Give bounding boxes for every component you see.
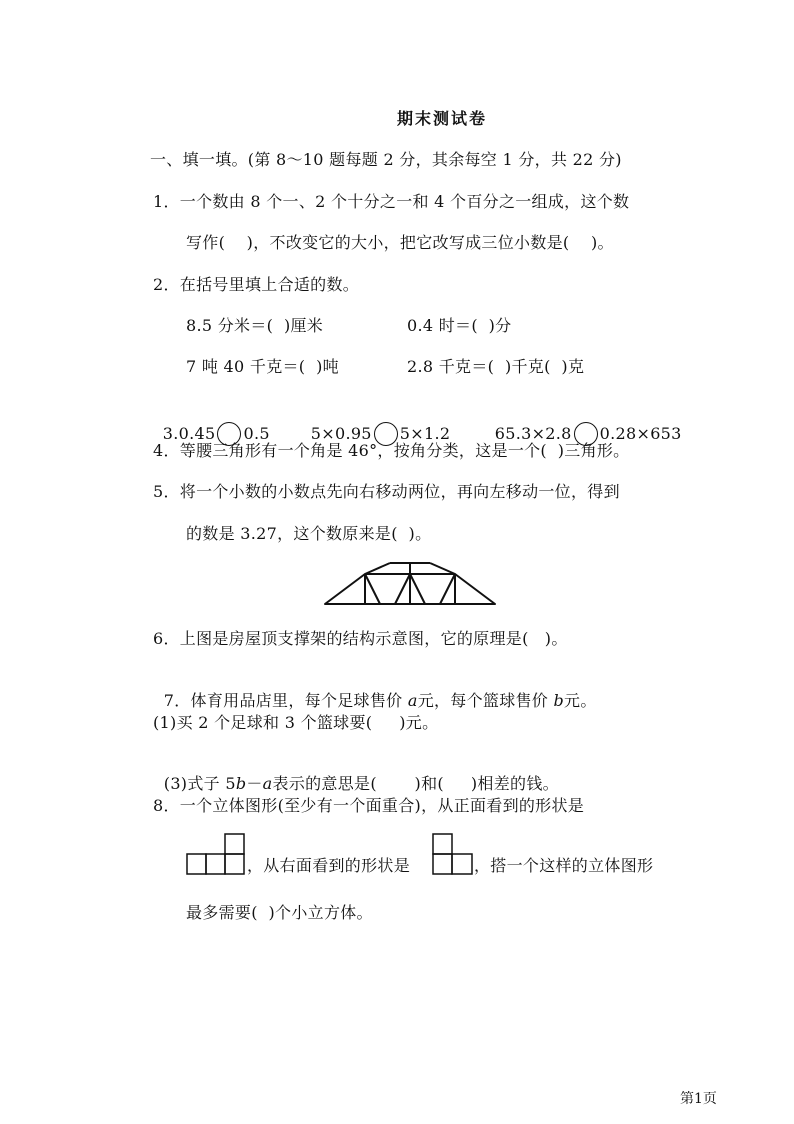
- variable-b-2: b: [235, 774, 247, 793]
- minus-sign: －: [246, 774, 263, 793]
- roof-truss-figure: [320, 558, 500, 610]
- question-2-heading: 2．在括号里填上合适的数。: [153, 275, 360, 294]
- question-5-line-2: 的数是 3.27，这个数原来是( )。: [186, 524, 432, 543]
- question-8-line-3: 最多需要( )个小立方体。: [186, 903, 373, 922]
- question-7-sub-3: [153, 754, 559, 794]
- question-8-line-2b: ，搭一个这样的立体图形: [474, 856, 654, 875]
- compare-2-left: 5×0.95: [310, 424, 372, 443]
- compare-2-right: 5×1.2: [399, 424, 451, 443]
- q7-text-2: 元，每个篮球售价: [417, 691, 554, 710]
- q7-text-3: 元。: [564, 691, 597, 710]
- q7-text-1: 7．体育用品店里，每个足球售价: [163, 691, 408, 710]
- compare-1-right: 0.5: [243, 424, 270, 443]
- question-2-item-d: 2.8 千克＝( )千克( )克: [407, 357, 585, 376]
- question-1-line-2: 写作( )，不改变它的大小，把它改写成三位小数是( )。: [186, 233, 614, 252]
- question-5-line-1: 5．将一个小数的小数点先向右移动两位，再向左移动一位，得到: [153, 482, 620, 501]
- question-7-line-1: [153, 671, 597, 711]
- question-8-line-2a: ，从右面看到的形状是: [247, 856, 411, 875]
- question-6: 6．上图是房屋顶支撑架的结构示意图，它的原理是( )。: [153, 629, 568, 648]
- variable-b: b: [553, 691, 565, 710]
- question-7-sub-1: (1)买 2 个足球和 3 个篮球要( )元。: [153, 713, 439, 732]
- front-view-figure: [186, 832, 246, 876]
- compare-1-left: 3.0.45: [162, 424, 216, 443]
- question-3-compare-3: [484, 402, 682, 446]
- q7-sub3-text-2: 表示的意思是( )和( )相差的钱。: [272, 774, 559, 793]
- section-heading: 一、填一填。(第 8～10 题每题 2 分，其余每空 1 分，共 22 分): [150, 150, 622, 169]
- variable-a: a: [407, 691, 418, 710]
- question-1-line-1: 1．一个数由 8 个一、2 个十分之一和 4 个百分之一组成，这个数: [153, 192, 630, 211]
- right-view-figure: [432, 832, 476, 876]
- compare-3-left: 65.3×2.8: [494, 424, 572, 443]
- page-title: 期末测试卷: [397, 109, 488, 128]
- question-2-item-a: 8.5 分米＝( )厘米: [186, 316, 324, 335]
- question-4: 4．等腰三角形有一个角是 46°，按角分类，这是一个( )三角形。: [153, 441, 630, 460]
- question-3-compare-1: [152, 402, 270, 446]
- question-8-line-1: 8．一个立体图形(至少有一个面重合)，从正面看到的形状是: [153, 796, 585, 815]
- variable-a-2: a: [262, 774, 273, 793]
- compare-3-right: 0.28×653: [599, 424, 682, 443]
- q7-sub3-text-1: (3)式子 5: [163, 774, 236, 793]
- page-number: 第1页: [680, 1091, 717, 1107]
- question-2-item-c: 7 吨 40 千克＝( )吨: [186, 357, 339, 376]
- question-3-compare-2: [300, 402, 450, 446]
- question-2-item-b: 0.4 时＝( )分: [407, 316, 512, 335]
